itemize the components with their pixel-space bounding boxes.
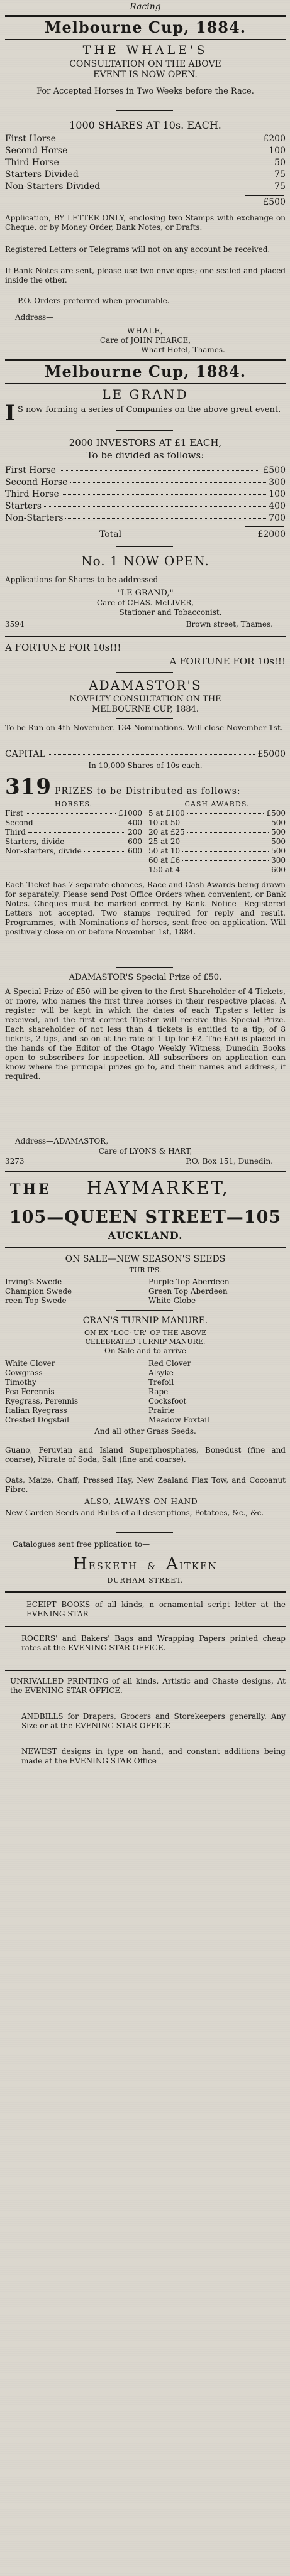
haymarket-title (5, 1177, 286, 1204)
haymarket-manure-head: CRAN'S TURNIP MANURE. (82, 1316, 208, 1326)
adamastor-prizes-head (5, 776, 286, 798)
adamastor-divider (116, 672, 173, 673)
adamastor-cash-row: 20 at £25 500 (148, 828, 286, 836)
receipt-rule (5, 1626, 286, 1627)
haymarket-divider (116, 1310, 173, 1311)
adamastor-ref-row (5, 1157, 286, 1166)
legrand-prize-table (5, 465, 286, 524)
legrand-prize-row: Second Horse 300 (5, 477, 286, 487)
grocers-ad: ROCERS' and Bakers' Bags and Wrapping Papers printed cheap rates at the EVENING STAR OFFICE. (21, 1634, 286, 1652)
adamastor-capital-label: CAPITAL (5, 749, 45, 759)
whale-para1: Application, BY LETTER ONLY, enclosing two Stamps with exchange on Cheque, or by Money Order, Bank Notes, or Drafts. (5, 214, 286, 232)
haymarket-firm-street: DURHAM STREET. (107, 1576, 184, 1584)
haymarket-para3: ALSO, ALWAYS ON HAND— (84, 1497, 206, 1506)
list-item: Alsyke (148, 1368, 174, 1377)
legrand-now-open: No. 1 NOW OPEN. (81, 553, 209, 568)
list-item: White Clover (5, 1359, 55, 1368)
adamastor-cash-row: 25 at 20 500 (148, 837, 286, 846)
whale-address (5, 327, 286, 355)
adamastor-addr-care: Care of LYONS & HART, (98, 1147, 192, 1155)
list-item: Trefoil (148, 1378, 174, 1387)
list-item: Champion Swede (5, 1287, 72, 1296)
whale-name: THE WHALE'S (82, 43, 208, 57)
handbills-ad: ANDBILLS for Drapers, Grocers and Storekeepers generally. Any Size or at the EVENING STAR OFFICE (21, 1712, 286, 1730)
header-rule (5, 15, 286, 17)
grocers-rule (5, 1670, 286, 1671)
haymarket-turnip-list (5, 1277, 286, 1306)
haymarket-rule (5, 1247, 286, 1248)
legrand-title: Melbourne Cup, 1884. (44, 362, 247, 381)
receipt-books-ad: ECEIPT BOOKS of all kinds, n ornamental script letter at the EVENING STAR (26, 1600, 286, 1618)
haymarket-sale: ON SALE—NEW SEASON'S SEEDS (65, 1254, 226, 1264)
whale-addr-name: WHALE, (126, 327, 164, 335)
haymarket-para4: New Garden Seeds and Bulbs of all descriptions, Potatoes, &c., &c. (5, 1508, 264, 1517)
legrand-total-label: Total (99, 529, 122, 539)
adamastor-horse-row: Second 400 (5, 818, 142, 827)
newest-designs-ad: NEWEST designs in type on hand, and constant additions being made at the EVENING STAR Office (21, 1747, 286, 1765)
whale-total-rule (245, 195, 284, 196)
adamastor-prize-count-text: PRIZES to be Distributed as follows: (55, 786, 241, 796)
legrand-end-rule (5, 636, 286, 637)
haymarket-the: THE (10, 1181, 52, 1198)
adamastor-address-label: Address—ADAMASTOR, (15, 1137, 109, 1145)
adamastor-end-rule (5, 1171, 286, 1172)
haymarket-manure-sub (5, 1329, 286, 1356)
legrand-addr-street: Brown street, Thames. (186, 620, 273, 629)
haymarket-catalogue: Catalogues sent free pplication to— (13, 1540, 150, 1549)
legrand-divider (116, 430, 173, 431)
list-item: Red Clover (148, 1359, 191, 1368)
list-item: Crested Dogstail (5, 1415, 69, 1424)
adamastor-special-head: ADAMASTOR'S Special Prize of £50. (69, 973, 222, 982)
adamastor-divider-2 (116, 718, 173, 719)
adamastor-horse-row: Third 200 (5, 828, 142, 836)
adamastor-capital-value: £5000 (257, 749, 286, 759)
list-item: Green Top Aberdeen (148, 1287, 228, 1296)
adamastor-horse-row: First £1000 (5, 809, 142, 818)
haymarket-grass-list (5, 1359, 286, 1425)
haymarket-grass-all: And all other Grass Seeds. (94, 1427, 196, 1436)
list-item: reen Top Swede (5, 1296, 67, 1305)
haymarket-city: AUCKLAND. (108, 1230, 183, 1242)
legrand-prize-row: Starters 400 (5, 501, 286, 511)
whale-prize-row: Second Horse 100 (5, 146, 286, 156)
haymarket-firm-initial-a: A (166, 1555, 179, 1574)
whale-para2: Registered Letters or Telegrams will not on any account be received. (5, 245, 270, 254)
adamastor-novelty-2: MELBOURNE CUP, 1884. (91, 705, 199, 714)
adamastor-prize-table (5, 800, 286, 875)
adamastor-cash-list (148, 809, 286, 875)
adamastor-fortune-2: A FORTUNE FOR 10s!!! (169, 656, 286, 667)
whale-title: Melbourne Cup, 1884. (44, 18, 247, 36)
legrand-name: LE GRAND (102, 387, 189, 402)
haymarket-manure-sub3: On Sale and to arrive (104, 1346, 187, 1355)
haymarket-grass-right (148, 1359, 286, 1425)
whale-prize-row: First Horse £200 (5, 134, 286, 144)
whale-title-rule (5, 39, 286, 40)
adamastor-divider-4 (116, 967, 173, 968)
list-item: Cocksfoot (148, 1397, 187, 1405)
list-item: Ryegrass, Perennis (5, 1397, 79, 1405)
whale-addr-hotel: Wharf Hotel, Thames. (141, 345, 225, 354)
whale-total: £500 (263, 197, 286, 207)
unrivalled-printing-ad: UNRIVALLED PRINTING of all kinds, Artistic and Chaste designs, At the EVENING STAR OFFICE. (10, 1677, 286, 1695)
legrand-intro-text: S now forming a series of Companies on the above great event. (17, 405, 281, 414)
adamastor-horse-row: Non-starters, divide 600 (5, 847, 142, 855)
adamastor-cash-row: 150 at 4 600 (148, 865, 286, 874)
legrand-title-rule (5, 383, 286, 384)
legrand-prize-row: Third Horse 100 (5, 489, 286, 499)
adamastor-cash-row: 50 at 10 500 (148, 847, 286, 855)
section-header: Racing (130, 2, 161, 12)
adamastor-novelty (5, 695, 286, 715)
legrand-addr-care: Care of CHAS. McLIVER, (96, 598, 194, 607)
legrand-total-rule (245, 526, 284, 527)
whale-prize-table (5, 133, 286, 193)
haymarket-firm-initial-h: H (72, 1555, 89, 1574)
list-item: Cowgrass (5, 1368, 43, 1377)
whale-addr-care: Care of JOHN PEARCE, (99, 336, 191, 345)
legrand-divided: To be divided as follows: (86, 450, 204, 461)
list-item: Rape (148, 1387, 169, 1396)
whale-para3: If Bank Notes are sent, please use two envelopes; one sealed and placed inside the other. (5, 266, 286, 284)
list-item: Meadow Foxtail (148, 1415, 209, 1424)
adamastor-horse-row: Starters, divide 600 (5, 837, 142, 846)
legrand-dropcap: I (5, 401, 15, 426)
legrand-addr-name: "LE GRAND," (117, 588, 174, 598)
whale-prize-row: Non-Starters Divided 75 (5, 181, 286, 192)
legrand-addr-stationer: Stationer and Tobacconist, (119, 608, 222, 617)
haymarket-divider-3 (116, 1532, 173, 1533)
list-item: Timothy (5, 1378, 36, 1387)
adamastor-para1: Each Ticket has 7 separate chances, Race and Cash Awards being drawn for separately. Please send Post Office Orders when convenient, or Bank Notes. Cheques must be marked correct by Bank. Notice—Registered Letters not accepted. Two stamps required for reply and result. Programmes, with Nominations of horses, sent free on application. Will positively close on or before November 1st, 1884. (5, 880, 286, 936)
legrand-total-row (5, 529, 286, 540)
legrand-address (5, 588, 286, 617)
legrand-divider-2 (116, 546, 173, 547)
haymarket-firm-hesketh: ESKETH (88, 1561, 138, 1572)
haymarket-manure-sub1: ON EX "LOC· UR" OF THE ABOVE (84, 1329, 207, 1337)
haymarket-para1: Guano, Peruvian and Island Superphosphates, Bonedust (fine and coarse), Nitrate of Soda, Salt (fine and coarse). (5, 1446, 286, 1464)
whale-address-label: Address— (15, 313, 54, 322)
adamastor-fortune-1: A FORTUNE FOR 10s!!! (5, 642, 121, 653)
haymarket-street: 105—QUEEN STREET—105 (9, 1208, 282, 1227)
whale-accept-note: For Accepted Horses in Two Weeks before the Race. (36, 87, 254, 96)
adamastor-novelty-1: NOVELTY CONSULTATION ON THE (69, 695, 221, 704)
haymarket-firm-and: & (147, 1561, 157, 1572)
legrand-ref: 3594 (5, 620, 25, 629)
whale-prize-row: Third Horse 50 (5, 158, 286, 168)
haymarket-turnips-right (148, 1277, 286, 1306)
adamastor-name: ADAMASTOR'S (89, 678, 202, 693)
whale-para4: P.O. Orders preferred when procurable. (18, 296, 170, 305)
legrand-prize-row: First Horse £500 (5, 465, 286, 475)
adamastor-addr-box: P.O. Box 151, Dunedin. (186, 1157, 273, 1166)
adamastor-cash-head: CASH AWARDS. (184, 800, 250, 808)
legrand-total-value: £2000 (257, 529, 286, 539)
adamastor-run: To be Run on 4th November. 134 Nominations. Will close November 1st. (5, 723, 283, 732)
adamastor-cash-row: 60 at £6 300 (148, 856, 286, 865)
list-item: White Globe (148, 1296, 196, 1305)
legrand-apply: Applications for Shares to be addressed— (5, 575, 166, 584)
haymarket-firm (5, 1555, 286, 1576)
legrand-intro (5, 401, 286, 426)
list-item: Pea Ferennis (5, 1387, 55, 1396)
whale-prize-row: Starters Divided 75 (5, 170, 286, 180)
adamastor-para2: A Special Prize of £50 will be given to the first Shareholder of 4 Tickets, or more, who names the first three horses in their respective places. A register will be kept in which the dates of each Tipster's letter is received, and the first correct Tipster will receive this Special Prize. Each shareholder of not less than 4 tickets is entitled to a tip; of 8 tickets, 2 tips, and so on at the rate of 1 tip for £2. The £50 is placed in the hands of the Editor of the Otago Weekly Witness, Dunedin Books open to subscribers for inspection. All subscribers on application can know where the principal prizes go to, and their names and address, if required. (5, 987, 286, 1081)
adamastor-horses-head: HORSES. (54, 800, 93, 808)
list-item: Irving's Swede (5, 1277, 62, 1286)
haymarket-grass-left (5, 1359, 142, 1425)
adamastor-cash-row: 10 at 50 500 (148, 818, 286, 827)
legrand-investors: 2000 INVESTORS AT £1 EACH, (69, 437, 222, 448)
list-item: Purple Top Aberdeen (148, 1277, 230, 1286)
haymarket-manure-sub2: CELEBRATED TURNIP MANURE. (85, 1338, 206, 1346)
whale-end-rule (5, 359, 286, 361)
list-item: Prairie (148, 1406, 175, 1415)
whale-consult (5, 59, 286, 80)
adamastor-capital-row (5, 749, 286, 760)
haymarket-firm-aitken: ITKEN (179, 1561, 218, 1572)
adamastor-ref: 3273 (5, 1157, 25, 1166)
whale-consult-line1: CONSULTATION ON THE ABOVE (69, 59, 221, 69)
legrand-prize-row: Non-Starters 700 (5, 513, 286, 523)
haymarket-para2: Oats, Maize, Chaff, Pressed Hay, New Zealand Flax Tow, and Cocoanut Fibre. (5, 1476, 286, 1494)
haymarket-tur: TUR IPS. (129, 1266, 162, 1274)
whale-shares: 1000 SHARES AT 10s. EACH. (69, 119, 221, 131)
adamastor-cash-row: 5 at £100 £500 (148, 809, 286, 818)
adamastor-prize-count: 319 (5, 774, 52, 799)
legrand-ref-row (5, 620, 286, 629)
adamastor-horses-list (5, 809, 142, 875)
whale-consult-line2: EVENT IS NOW OPEN. (93, 70, 198, 80)
whale-divider (116, 110, 173, 111)
haymarket-end-rule (5, 1591, 286, 1593)
haymarket-turnips-left (5, 1277, 142, 1306)
list-item: Italian Ryegrass (5, 1406, 67, 1415)
adamastor-shares: In 10,000 Shares of 10s each. (88, 761, 203, 770)
haymarket-name: HAYMARKET, (87, 1177, 230, 1198)
